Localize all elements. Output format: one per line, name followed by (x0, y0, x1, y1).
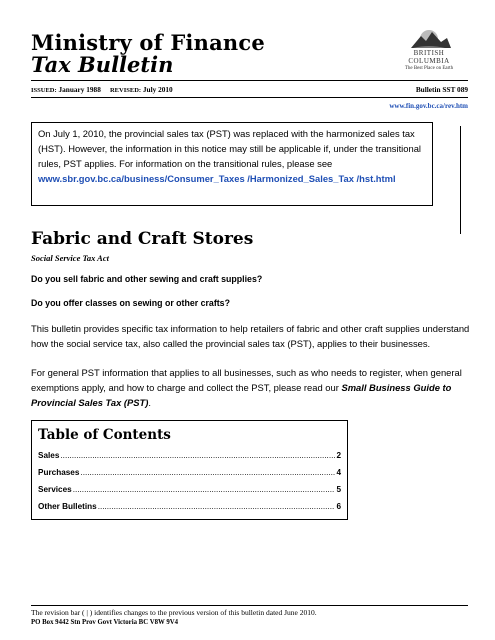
act-name: Social Service Tax Act (31, 253, 109, 263)
issued-label: ISSUED: (31, 87, 57, 94)
section-heading: Fabric and Craft Stores (31, 229, 254, 249)
table-of-contents (31, 420, 348, 520)
toc-label: Sales (38, 451, 60, 460)
toc-label: Services (38, 485, 72, 494)
bc-mountain-sun-logo-icon (389, 27, 469, 49)
toc-item-sales[interactable] (38, 451, 341, 468)
para2-end: . (148, 397, 152, 408)
revision-note: The revision bar ( | ) identifies changes to the previous version of this bulletin dated June 2010. (31, 608, 317, 617)
mailing-address: PO Box 9442 Stn Prov Govt Victoria BC V8W 9V4 (31, 619, 179, 626)
toc-item-services[interactable] (38, 485, 341, 502)
toc-title: Table of Contents (38, 427, 171, 443)
logo-line2: COLUMBIA (408, 57, 450, 65)
toc-label: Purchases (38, 468, 80, 477)
hst-notice-box (31, 122, 433, 206)
bc-logo (389, 27, 469, 77)
question-classes: Do you offer classes on sewing or other crafts? (31, 298, 230, 308)
issued-value: January 1988 (58, 85, 101, 94)
general-info-paragraph (31, 365, 471, 410)
header-rule-2 (31, 97, 468, 98)
intro-paragraph: This bulletin provides specific tax information to help retailers of fabric and other craft supplies understand how the social service tax, also called the provincial sales tax (PST), applies to their businesses. (31, 323, 470, 349)
header-rule (31, 80, 468, 81)
toc-item-other-bulletins[interactable] (38, 502, 341, 519)
toc-page: 2 (336, 451, 341, 460)
bulletin-number: Bulletin SST 089 (415, 85, 468, 94)
footer-rule (31, 605, 468, 606)
toc-page: 4 (336, 468, 341, 477)
toc-page: 6 (336, 502, 341, 511)
issue-dates (31, 85, 173, 94)
question-sell: Do you sell fabric and other sewing and craft supplies? (31, 274, 263, 284)
logo-line1: BRITISH (413, 49, 445, 57)
website-link[interactable]: www.fin.gov.bc.ca/rev.htm (389, 102, 468, 110)
toc-page: 5 (336, 485, 341, 494)
revision-bar (460, 126, 461, 234)
revised-label: REVISED: (109, 87, 142, 94)
logo-tagline: The Best Place on Earth (404, 66, 454, 71)
toc-item-purchases[interactable] (38, 468, 341, 485)
bulletin-title: Tax Bulletin (31, 52, 174, 77)
para2-text: For general PST information that applies to all businesses, such as who needs to register, when general exemptions apply, and how to charge and collect the PST, please read our (31, 367, 462, 393)
notice-text: On July 1, 2010, the provincial sales tax (PST) was replaced with the harmonized sales tax (HST). However, the information in this notice may still be applicable if, under the transitional rules, PST applies. For information on the transitional rules, please see (38, 128, 421, 169)
small-business-guide-link[interactable]: Small Business Guide to Provincial Sales Tax (PST) (31, 382, 452, 408)
revised-value: July 2010 (142, 85, 173, 94)
notice-link[interactable]: www.sbr.gov.bc.ca/business/Consumer_Taxes /Harmonized_Sales_Tax /hst.html (38, 173, 396, 184)
toc-label: Other Bulletins (38, 502, 97, 511)
ministry-title: Ministry of Finance (31, 30, 265, 55)
